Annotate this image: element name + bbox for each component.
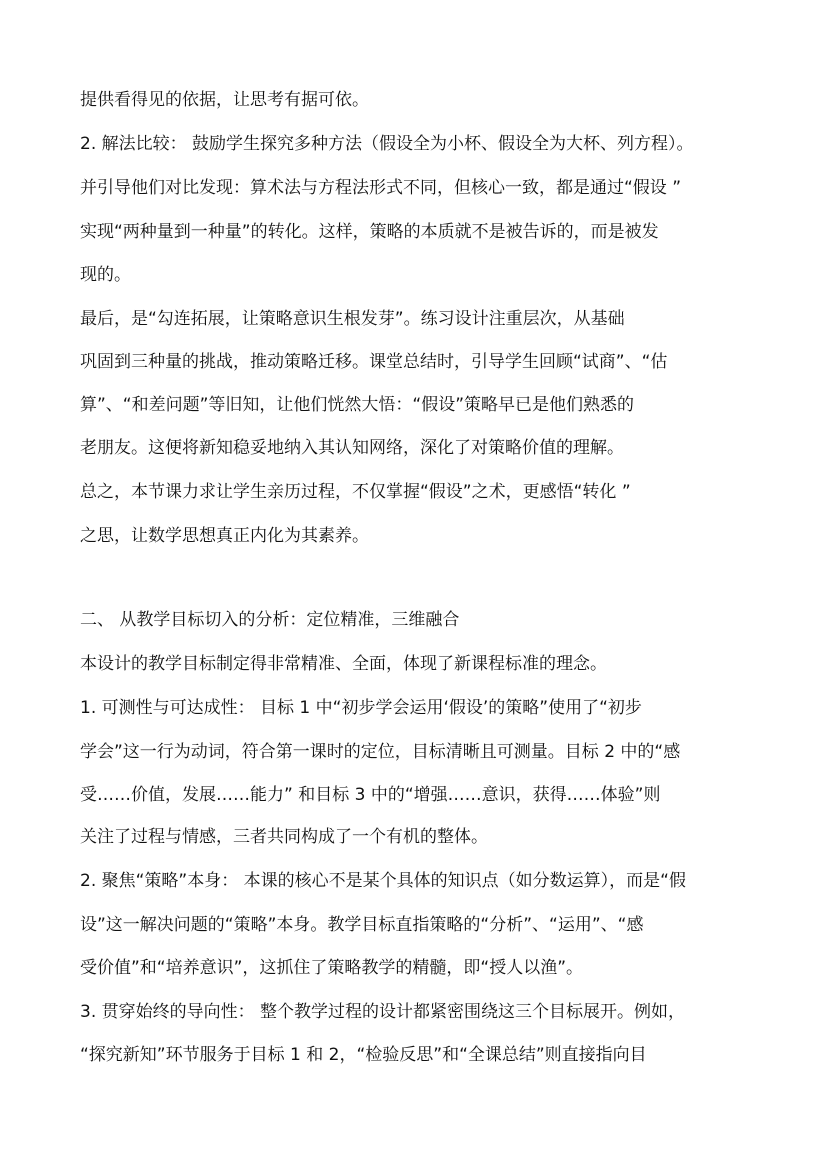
text-line-18: 2. 聚焦“策略”本身： 本课的核心不是某个具体的知识点（如分数运算），而是“假 bbox=[80, 871, 686, 891]
text-line-16: 受……价值，发展……能力” 和目标 3 中的“增强……意识，获得……体验”则 bbox=[80, 785, 661, 805]
text-line-4: 实现“两种量到一种量”的转化。这样，策略的本质就不是被告诉的，而是被发 bbox=[80, 222, 659, 242]
text-line-20: 受价值”和“培养意识”，这抓住了策略教学的精髓，即“授人以渔”。 bbox=[80, 958, 584, 978]
text-line-13: 本设计的教学目标制定得非常精准、全面，体现了新课程标准的理念。 bbox=[80, 654, 607, 674]
text-line-9: 老朋友。这便将新知稳妥地纳入其认知网络，深化了对策略价值的理解。 bbox=[80, 438, 624, 458]
text-line-6: 最后，是“勾连拓展，让策略意识生根发芽”。练习设计注重层次，从基础 bbox=[80, 309, 625, 329]
text-line-5: 现的。 bbox=[80, 265, 131, 285]
text-line-11: 之思，让数学思想真正内化为其素养。 bbox=[80, 526, 369, 546]
text-line-17: 关注了过程与情感，三者共同构成了一个有机的整体。 bbox=[80, 827, 488, 847]
text-line-15: 学会”这一行为动词，符合第一课时的定位，目标清晰且可测量。目标 2 中的“感 bbox=[80, 742, 681, 762]
text-line-10: 总之，本节课力求让学生亲历过程，不仅掌握“假设”之术，更感悟“转化 ” bbox=[80, 482, 631, 502]
section-heading-2: 二、 从教学目标切入的分析：定位精准，三维融合 bbox=[80, 610, 460, 630]
text-line-2: 2. 解法比较： 鼓励学生探究多种方法（假设全为小杯、假设全为大杯、列方程）。 bbox=[80, 134, 694, 154]
text-line-22: “探究新知”环节服务于目标 1 和 2，“检验反思”和“全课总结”则直接指向目 bbox=[80, 1045, 647, 1065]
text-line-14: 1. 可测性与可达成性： 目标 1 中“初步学会运用‘假设’的策略”使用了“初步 bbox=[80, 698, 642, 718]
text-line-8: 算”、“和差问题”等旧知，让他们恍然大悟：“假设”策略早已是他们熟悉的 bbox=[80, 395, 635, 415]
text-line-3: 并引导他们对比发现：算术法与方程法形式不同，但核心一致，都是通过“假设 ” bbox=[80, 178, 682, 198]
text-line-21: 3. 贯穿始终的导向性： 整个教学过程的设计都紧密围绕这三个目标展开。例如， bbox=[80, 1002, 686, 1022]
text-line-1: 提供看得见的依据，让思考有据可依。 bbox=[80, 90, 369, 110]
text-line-19: 设”这一解决问题的“策略”本身。教学目标直指策略的“分析”、“运用”、“感 bbox=[80, 915, 644, 935]
text-line-7: 巩固到三种量的挑战，推动策略迁移。课堂总结时，引导学生回顾“试商”、“估 bbox=[80, 352, 668, 372]
